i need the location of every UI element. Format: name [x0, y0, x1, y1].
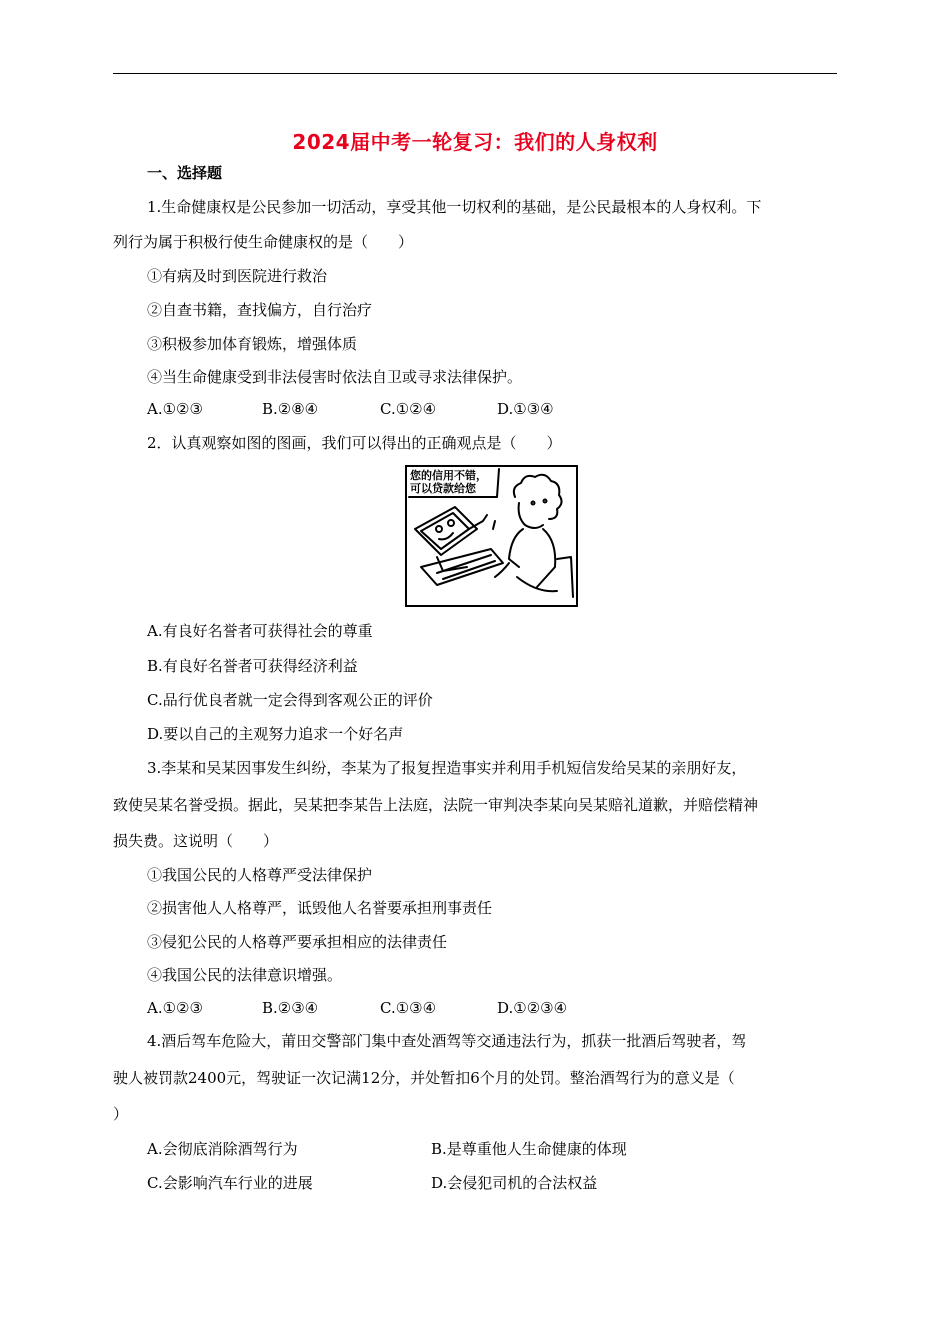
q3-item-4: ④我国公民的法律意识增强。 [147, 966, 343, 984]
q1-stem-line2: 列行为属于积极行使生命健康权的是（ ） [113, 233, 414, 251]
q4-stem-line3: ） [113, 1105, 129, 1123]
q3-stem-line3: 损失费。这说明（ ） [113, 832, 279, 850]
q1-item-4: ④当生命健康受到非法侵害时依法自卫或寻求法律保护。 [147, 368, 523, 386]
q3-item-1: ①我国公民的人格尊严受法律保护 [147, 866, 373, 884]
page-title: 2024届中考一轮复习：我们的人身权利 [292, 130, 658, 154]
section-heading: 一、选择题 [147, 164, 223, 182]
q3-option-a: A.①②③ [147, 999, 203, 1017]
q3-option-d: D.①②③④ [497, 999, 568, 1017]
q3-item-2: ②损害他人人格尊严，诋毁他人名誉要承担刑事责任 [147, 899, 493, 917]
q3-item-3: ③侵犯公民的人格尊严要承担相应的法律责任 [147, 933, 448, 951]
q1-option-b: B.②⑧④ [262, 400, 319, 418]
q4-option-a: A.会彻底消除酒驾行为 [147, 1140, 298, 1158]
q1-item-3: ③积极参加体育锻炼，增强体质 [147, 335, 358, 353]
q3-option-c: C.①③④ [380, 999, 437, 1017]
q4-stem-line1: 4.酒后驾车危险大，莆田交警部门集中查处酒驾等交通违法行为，抓获一批酒后驾驶者，驾 [147, 1032, 747, 1050]
q2-option-a: A.有良好名誉者可获得社会的尊重 [147, 622, 373, 640]
q4-option-d: D.会侵犯司机的合法权益 [431, 1174, 598, 1192]
q4-option-b: B.是尊重他人生命健康的体现 [431, 1140, 627, 1158]
q1-item-2: ②自查书籍，查找偏方，自行治疗 [147, 301, 373, 319]
speech-text-line1: 您的信用不错， [410, 469, 487, 482]
header-rule [113, 73, 837, 74]
q1-stem-line1: 1.生命健康权是公民参加一切活动，享受其他一切权利的基础，是公民最根本的人身权利。下 [147, 198, 762, 216]
cartoon-figure [405, 465, 578, 607]
q2-option-d: D.要以自己的主观努力追求一个好名声 [147, 725, 404, 743]
q1-item-1: ①有病及时到医院进行救治 [147, 267, 328, 285]
q4-stem-line2: 驶人被罚款2400元，驾驶证一次记满12分，并处暂扣6个月的处罚。整治酒驾行为的意义是（ [113, 1069, 735, 1087]
speech-text-line2: 可以贷款给您 [410, 482, 476, 495]
q3-option-b: B.②③④ [262, 999, 319, 1017]
q1-option-d: D.①③④ [497, 400, 554, 418]
q2-stem: 2．认真观察如图的图画，我们可以得出的正确观点是（ ） [147, 434, 562, 452]
q4-option-c: C.会影响汽车行业的进展 [147, 1174, 313, 1192]
q3-stem-line2: 致使吴某名誉受损。据此，吴某把李某告上法庭，法院一审判决李某向吴某赔礼道歉，并赔偿精神 [113, 796, 759, 814]
q2-option-b: B.有良好名誉者可获得经济利益 [147, 657, 358, 675]
q1-option-a: A.①②③ [147, 400, 203, 418]
cartoon-drawing [407, 467, 576, 605]
q2-option-c: C.品行优良者就一定会得到客观公正的评价 [147, 691, 433, 709]
q1-option-c: C.①②④ [380, 400, 437, 418]
q3-stem-line1: 3.李某和吴某因事发生纠纷，李某为了报复捏造事实并利用手机短信发给吴某的亲朋好友， [147, 759, 747, 777]
